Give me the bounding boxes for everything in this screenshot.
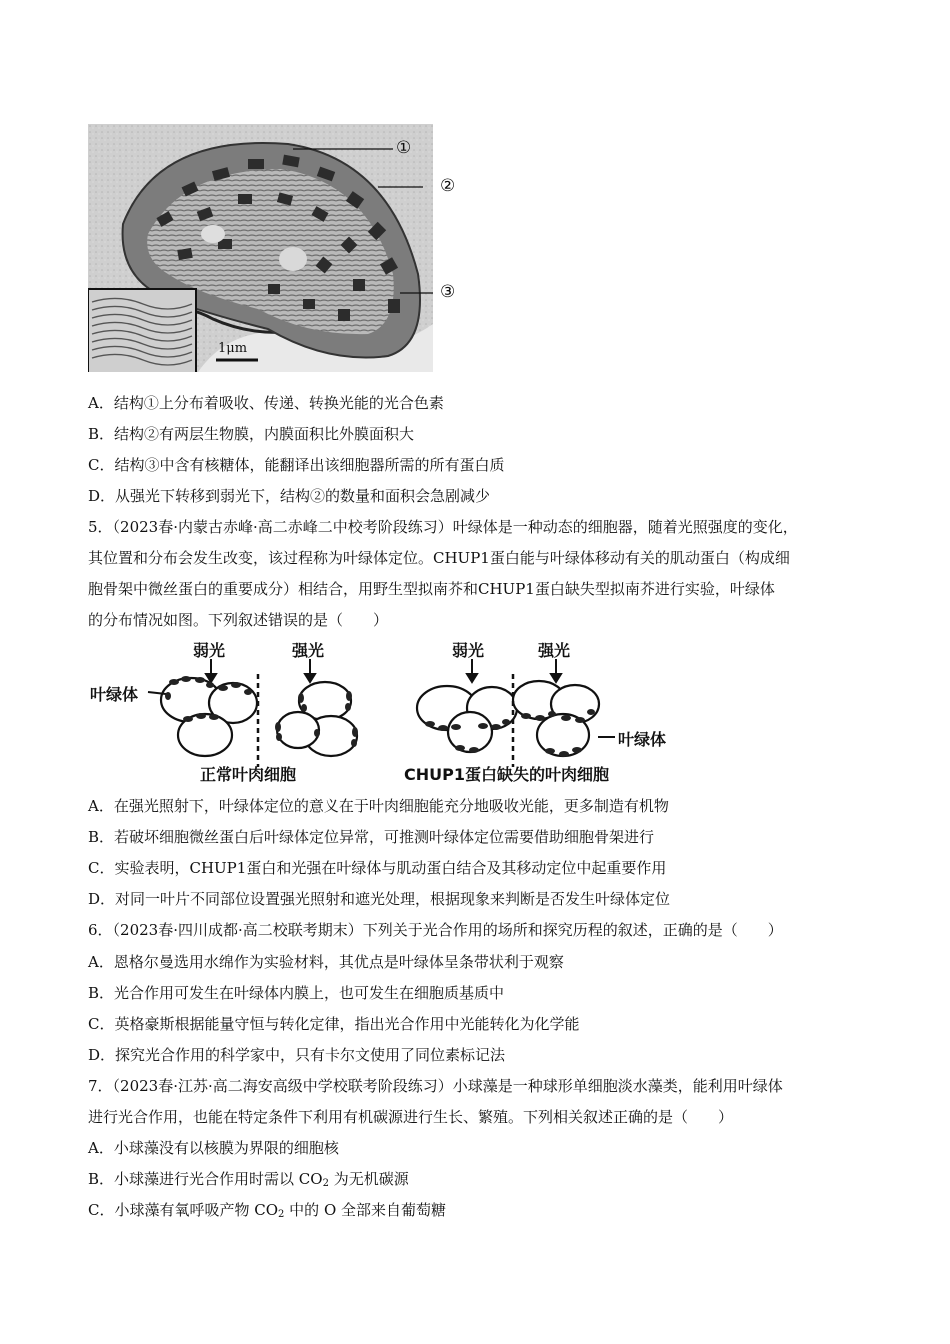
q7-option-b [88,1169,409,1194]
right-caption: CHUP1蛋白缺失的叶肉细胞 [404,765,609,784]
q6-option-a: A．恩格尔曼选用水绵作为实验材料，其优点是叶绿体呈条带状利于观察 [88,953,564,971]
right-strong-light-label: 强光 [538,641,571,660]
right-weak-light-label: 弱光 [452,641,485,660]
q7-option-b-subscript: 2 [322,1178,329,1189]
q4-option-b: B．结构②有两层生物膜，内膜面积比外膜面积大 [88,425,415,443]
left-chloroplast-label: 叶绿体 [90,685,139,704]
q7-stem-line-1: 7．（2023春·江苏·高二海安高级中学校联考阶段练习）小球藻是一种球形单细胞淡水藻类，能利用叶绿体 [88,1077,783,1095]
q5-option-a: A．在强光照射下，叶绿体定位的意义在于叶肉细胞能充分地吸收光能，更多制造有机物 [88,797,669,815]
q4-option-d: D．从强光下转移到弱光下，结构②的数量和面积会急剧减少 [88,487,491,505]
q6-stem: 6．（2023春·四川成都·高二校联考期末）下列关于光合作用的场所和探究历程的叙述，正确的是（ ） [88,921,783,939]
q5-stem-line-2: 其位置和分布会发生改变，该过程称为叶绿体定位。CHUP1蛋白能与叶绿体移动有关的肌动蛋白（构成细 [88,549,790,567]
q7-option-c-subscript: 2 [278,1209,285,1220]
q4-option-a: A．结构①上分布着吸收、传递、转换光能的光合色素 [88,394,444,412]
q7-option-b-text-end: 为无机碳源 [328,1170,409,1188]
q5-stem-line-1: 5．（2023春·内蒙古赤峰·高二赤峰二中校考阶段练习）叶绿体是一种动态的细胞器，随着光照强度的变化， [88,518,798,536]
q6-option-b: B．光合作用可发生在叶绿体内膜上，也可发生在细胞质基质中 [88,984,505,1002]
left-weak-light-label: 弱光 [193,641,226,660]
q4-option-c: C．结构③中含有核糖体，能翻译出该细胞器所需的所有蛋白质 [88,456,505,474]
chloroplast-micrograph [88,124,468,374]
right-chloroplast-label: 叶绿体 [618,730,667,749]
q7-option-a: A．小球藻没有以核膜为界限的细胞核 [88,1139,339,1157]
q7-option-b-text: B．小球藻进行光合作用时需以 CO [88,1170,323,1188]
q5-option-d: D．对同一叶片不同部位设置强光照射和遮光处理，根据现象来判断是否发生叶绿体定位 [88,890,671,908]
left-caption: 正常叶肉细胞 [200,765,297,784]
q6-option-c: C．英格豪斯根据能量守恒与转化定律，指出光合作用中光能转化为化学能 [88,1015,580,1033]
chloroplast-position-figure [88,632,688,787]
q5-option-c: C．实验表明，CHUP1蛋白和光强在叶绿体与肌动蛋白结合及其移动定位中起重要作用 [88,859,667,877]
q7-option-c [88,1200,446,1225]
q5-stem-line-4: 的分布情况如图。下列叙述错误的是（ ） [88,611,389,629]
left-strong-light-label: 强光 [292,641,325,660]
q7-option-c-text: C．小球藻有氧呼吸产物 CO [88,1201,279,1219]
q6-option-d: D．探究光合作用的科学家中，只有卡尔文使用了同位素标记法 [88,1046,506,1064]
q5-stem-line-3: 胞骨架中微丝蛋白的重要成分）相结合，用野生型拟南芥和CHUP1蛋白缺失型拟南芥进行实验，叶绿体 [88,580,775,598]
q5-option-b: B．若破坏细胞微丝蛋白后叶绿体定位异常，可推测叶绿体定位需要借助细胞骨架进行 [88,828,655,846]
q7-stem-line-2: 进行光合作用，也能在特定条件下利用有机碳源进行生长、繁殖。下列相关叙述正确的是（ ） [88,1108,734,1126]
q7-option-c-text-end: 中的 O 全部来自葡萄糖 [284,1201,447,1219]
structure-3-label: ③ [440,282,456,302]
micrograph-svg [88,124,468,374]
structure-2-label: ② [440,176,456,196]
structure-1-label: ① [396,138,412,158]
figure1-scale-label: 1μm [218,341,248,356]
